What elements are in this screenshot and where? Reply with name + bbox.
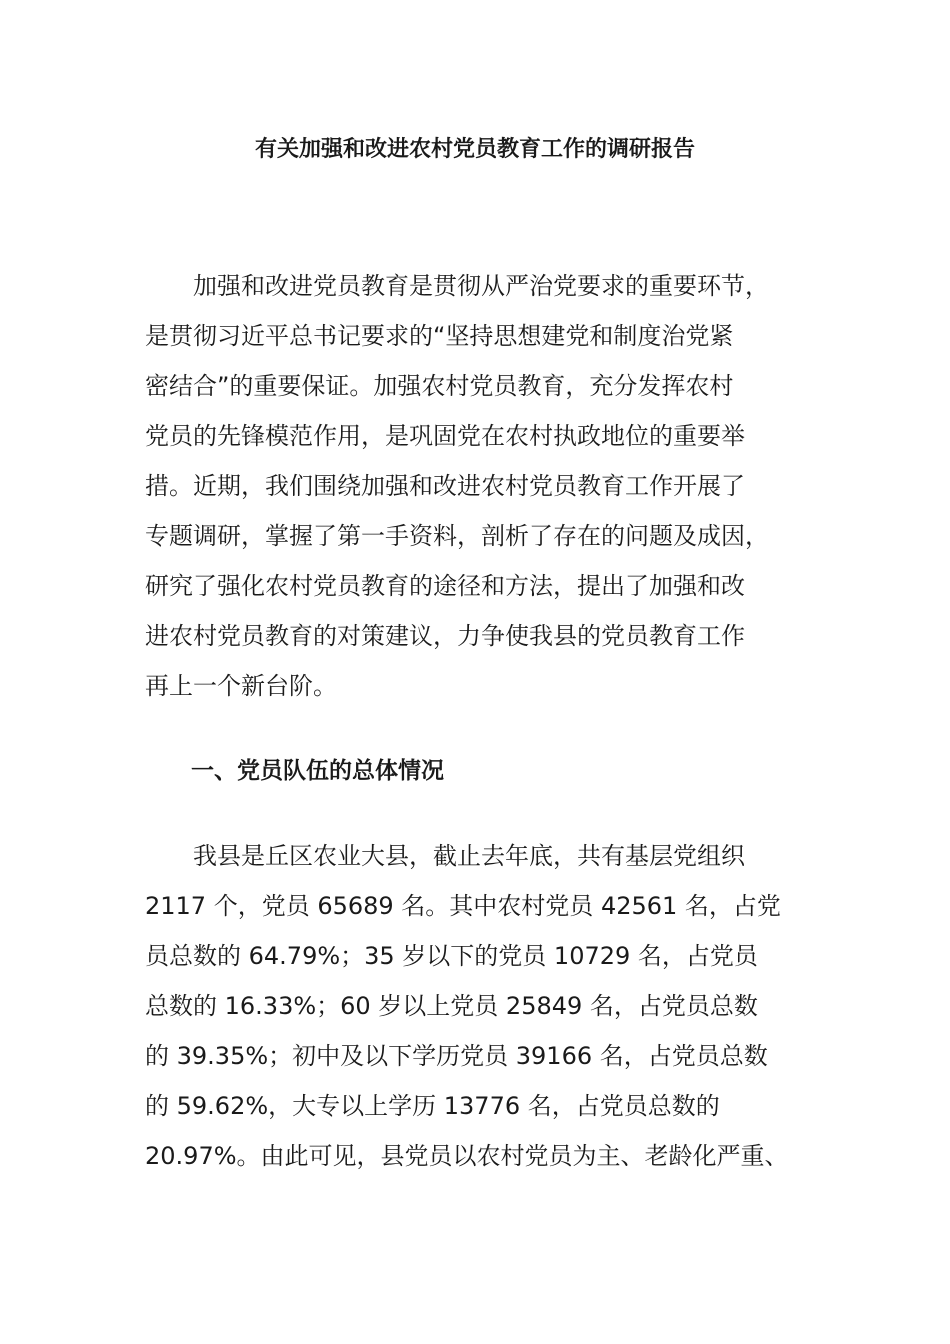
intro-line-7: 研究了强化农村党员教育的途径和方法，提出了加强和改 (145, 572, 745, 600)
document-title: 有关加强和改进农村党员教育工作的调研报告 (254, 137, 695, 162)
section-line-5: 的 39.35%；初中及以下学历党员 39166 名，占党员总数 (145, 1042, 768, 1070)
section-line-3: 员总数的 64.79%；35 岁以下的党员 10729 名，占党员 (145, 942, 758, 970)
intro-line-9: 再上一个新台阶。 (145, 672, 337, 700)
intro-line-2: 是贯彻习近平总书记要求的“坚持思想建党和制度治党紧 (145, 322, 734, 350)
section-line-7: 20.97%。由此可见，县党员以农村党员为主、老龄化严重、 (145, 1142, 789, 1170)
intro-line-1: 加强和改进党员教育是贯彻从严治党要求的重要环节， (145, 272, 769, 300)
section-line-2: 2117 个，党员 65689 名。其中农村党员 42561 名，占党 (145, 892, 781, 920)
section-line-1: 我县是丘区农业大县，截止去年底，共有基层党组织 (145, 842, 745, 870)
section-line-6: 的 59.62%，大专以上学历 13776 名，占党员总数的 (145, 1092, 720, 1120)
intro-line-6: 专题调研，掌握了第一手资料，剖析了存在的问题及成因， (145, 522, 769, 550)
intro-line-8: 进农村党员教育的对策建议，力争使我县的党员教育工作 (145, 622, 745, 650)
intro-line-3: 密结合”的重要保证。加强农村党员教育，充分发挥农村 (145, 372, 734, 400)
section-line-4: 总数的 16.33%；60 岁以上党员 25849 名，占党员总数 (145, 992, 758, 1020)
section-heading: 一、党员队伍的总体情况 (145, 758, 444, 784)
intro-line-4: 党员的先锋模范作用，是巩固党在农村执政地位的重要举 (145, 422, 745, 450)
intro-line-5: 措。近期，我们围绕加强和改进农村党员教育工作开展了 (145, 472, 745, 500)
